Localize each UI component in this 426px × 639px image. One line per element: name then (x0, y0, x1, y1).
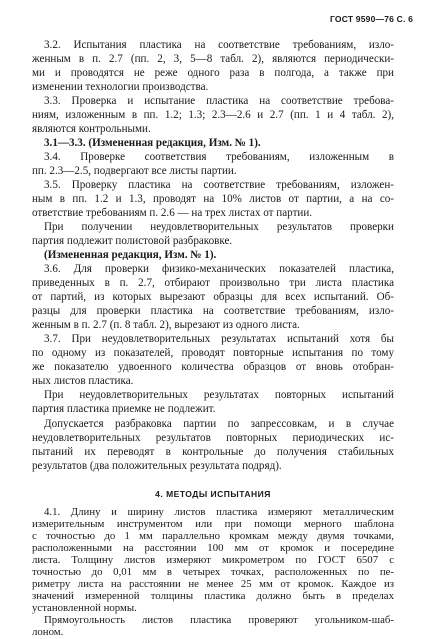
section-heading: 4. МЕТОДЫ ИСПЫТАНИЯ (155, 489, 271, 499)
text-line: являются контрольными. (32, 123, 151, 135)
text-line: женным в п. 2.7 (пп. 2, 3, 5—8 табл. 2), являются периодически- (32, 53, 394, 65)
text-line: 3.4. Проверке соответствия требованиям, изложенным в (44, 151, 394, 163)
text-line: с точностью до 1 мм параллельно кромкам между двумя точками, (32, 530, 394, 542)
text-line: женным в п. 2.7 (п. 8 табл. 2), вырезают из одного листа. (32, 319, 300, 331)
text-line: Допускается разбраковка партии по запрессовкам, и в случае (44, 418, 394, 430)
text-line: установленной нормы. (32, 602, 137, 614)
text-line: же показателю удвоенного количества образцов от вновь отобран- (32, 361, 394, 373)
text-line: партия подлежит полистовой разбраковке. (32, 235, 233, 247)
amendment-note: 3.1—3.3. (Измененная редакция, Изм. № 1). (44, 137, 261, 149)
text-line: значений измеренной толщины пластика должно быть в пределах (32, 590, 394, 602)
text-line: 3.6. Для проверки физико-механических показателей пластика, (44, 263, 394, 275)
text-line: 3.7. При неудовлетворительных результатах испытаний хотя бы (44, 333, 394, 345)
text-line: по одному из показателей, проводят повторные испытания по тому (32, 347, 394, 359)
text-line: 4.1. Длину и ширину листов пластика измеряют металлическим (44, 506, 394, 518)
text-line: Прямоугольность листов пластика проверяют угольником-шаб- (44, 614, 394, 626)
text-line: партия пластика приемке не подлежит. (32, 403, 216, 415)
text-line: листа. Толщину листов измеряют микрометром по ГОСТ 6507 с (32, 554, 394, 566)
text-line: ниям, изложенным в пп. 1.2; 1.3; 2.3—2.6 и 2.7 (пп. 1 и 4 табл. 2), (32, 109, 394, 121)
text-line: неудовлетворительных результатов повторных периодических ис- (32, 432, 394, 444)
text-line: 3.3. Проверка и испытание пластика на соответствие требова- (44, 95, 394, 107)
text-line: риметру листа на расстоянии не менее 25 мм от кромок. Каждое из (32, 578, 394, 590)
text-line: изменении технологии производства. (32, 81, 209, 93)
text-line: приведенных в п. 2.7, отбирают произвольно три листа пластика (32, 277, 394, 289)
text-line: точностью до 0,01 мм в четырех точках, расположенных по пе- (32, 566, 394, 578)
text-line: ным в пп. 1.2 и 1.3, проводят на 10% листов от партии, а на со- (32, 193, 394, 205)
text-line: ных листов пластика. (32, 375, 134, 387)
text-line: расположенными на расстоянии 100 мм от кромок и посередине (32, 542, 394, 554)
text-line: пытаний их переводят в контрольные до получения стабильных (32, 446, 394, 458)
text-line: 3.2. Испытания пластика на соответствие требованиям, изло- (44, 39, 394, 51)
text-line: ответствие требованиям п. 2.6 — на трех листах от партии. (32, 207, 313, 219)
text-line: лоном. (32, 626, 64, 638)
text-line: результатов (два положительных результата подряд). (32, 460, 282, 472)
text-line: от партий, из которых вырезают образцы для всех испытаний. Об- (32, 291, 394, 303)
text-line: ми и проводятся не реже одного раза в полгода, а также при (32, 67, 394, 79)
text-line: 3.5. Проверку пластика на соответствие требованиям, изложен- (44, 179, 394, 191)
amendment-note: (Измененная редакция, Изм. № 1). (44, 249, 217, 261)
text-line: разцы для проверки пластика на соответствие требованиям, изло- (32, 305, 394, 317)
text-line: измерительным инструментом или при помощи мерного шаблона (32, 518, 394, 530)
text-line: При получении неудовлетворительных результатов проверки (44, 221, 394, 233)
text-line: При неудовлетворительных результатах повторных испытаний (44, 389, 394, 401)
page-header: ГОСТ 9590—76 С. 6 (329, 14, 413, 24)
text-line: пп. 2.3—2.5, подвергают все листы партии. (32, 165, 237, 177)
